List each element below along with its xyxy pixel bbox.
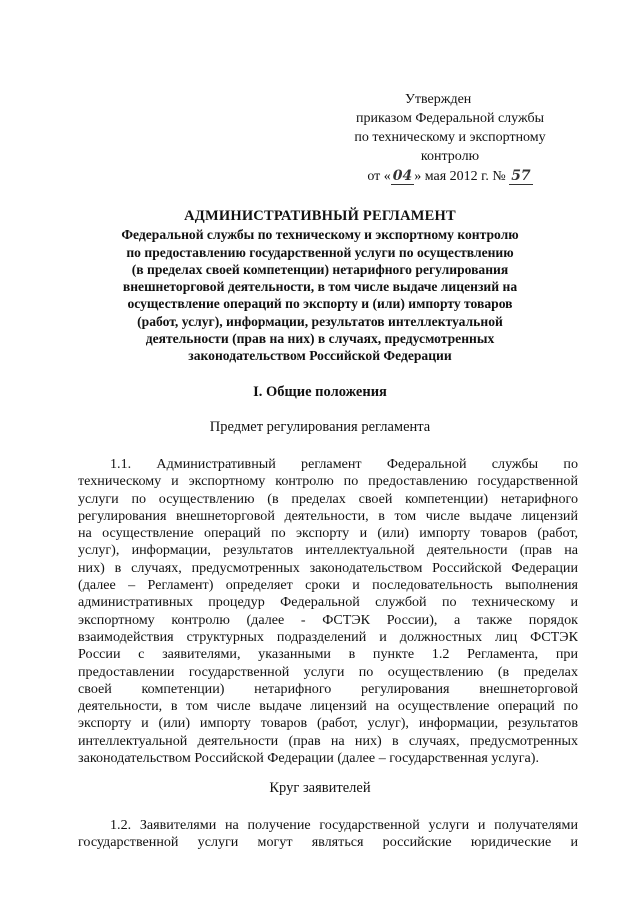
handwritten-order-number: 57 xyxy=(511,168,531,184)
title-line: внешнеторговой деятельности, в том числе выдаче лицензий на xyxy=(122,279,518,295)
paragraph-line: экспорту и (или) импорту товаров (работ, услуг), информации, результатов xyxy=(78,715,578,732)
paragraph-line: регулирования внешнеторговой деятельности, в том числе выдаче лицензий xyxy=(78,507,578,524)
approval-line-1: Утвержден xyxy=(405,92,472,107)
subheading-subject: Предмет регулирования регламента xyxy=(209,419,431,435)
regulation-title xyxy=(70,208,570,365)
date-middle: » мая 2012 г. № xyxy=(414,169,506,184)
title-line: (в пределах своей компетенции) нетарифного регулирования xyxy=(131,261,509,277)
handwritten-day: 04 xyxy=(392,168,413,184)
title-line: законодательством Российской Федерации xyxy=(188,348,452,364)
paragraph-line: них) в случаях, предусмотренных законодательством Российской Федерации xyxy=(78,559,578,576)
paragraph-line: на осуществление операций по экспорту и (или) импорту товаров (работ, xyxy=(78,525,578,542)
paragraph-line: техническому и экспортному контролю по предоставлению государственной xyxy=(78,473,578,490)
title-line: осуществление операций по экспорту и (или) импорту товаров xyxy=(127,296,513,312)
approval-block xyxy=(300,90,600,186)
approval-date-line xyxy=(300,166,600,186)
date-prefix: от « xyxy=(367,169,391,184)
title-line: деятельности (прав на них) в случаях, предусмотренных xyxy=(145,331,495,347)
paragraph-line: России с заявителями, указанными в пункте 1.2 Регламента, при xyxy=(78,646,578,663)
title-line: (работ, услуг), информации, результатов интеллектуальной xyxy=(137,313,503,329)
paragraph-line: 1.2. Заявителями на получение государственной услуги и получателями xyxy=(110,817,578,833)
paragraph-line: государственной услуги могут являться российские юридические и xyxy=(78,834,578,851)
paragraph-1-1 xyxy=(78,456,578,767)
paragraph-line: интеллектуальной деятельности (прав на них) в случаях, предусмотренных xyxy=(78,732,578,749)
paragraph-line: деятельности, в том числе выдаче лицензий на осуществление операций по xyxy=(78,698,578,715)
title-line: Федеральной службы по техническому и экспортному контролю xyxy=(121,227,519,243)
paragraph-line: услуги по осуществлению (в пределах своей компетенции) нетарифного xyxy=(78,490,578,507)
approval-line-4: контролю xyxy=(420,149,480,164)
approval-line-3: по техническому и экспортному xyxy=(354,130,546,145)
paragraph-line: законодательством Российской Федерации (далее – государственная услуга). xyxy=(78,750,540,767)
paragraph-1-2 xyxy=(78,817,578,852)
approval-line-2: приказом Федеральной службы xyxy=(356,111,544,126)
section-heading: I. Общие положения xyxy=(253,384,387,400)
paragraph-line: (далее – Регламент) определяет сроки и последовательность выполнения xyxy=(78,577,578,594)
paragraph-line: административных процедур Федеральной службой по техническому и xyxy=(78,594,578,611)
paragraph-line: взаимодействия структурных подразделений и должностных лиц ФСТЭК xyxy=(78,628,578,645)
paragraph-line: 1.1. Административный регламент Федеральной службы по xyxy=(110,456,578,472)
title-line: по предоставлению государственной услуги по осуществлению xyxy=(126,244,514,260)
subheading-applicants: Круг заявителей xyxy=(269,780,371,796)
paragraph-line: своей компетенции) нетарифного регулирования внешнеторговой xyxy=(78,680,578,697)
title-main: АДМИНИСТРАТИВНЫЙ РЕГЛАМЕНТ xyxy=(184,208,456,224)
paragraph-line: экспортному контролю (далее - ФСТЭК России), а также порядок xyxy=(78,611,578,628)
paragraph-line: предоставлении государственной услуги по осуществлению (в пределах xyxy=(78,663,578,680)
paragraph-line: услуг), информации, результатов интеллектуальной деятельности (прав на xyxy=(78,542,578,559)
